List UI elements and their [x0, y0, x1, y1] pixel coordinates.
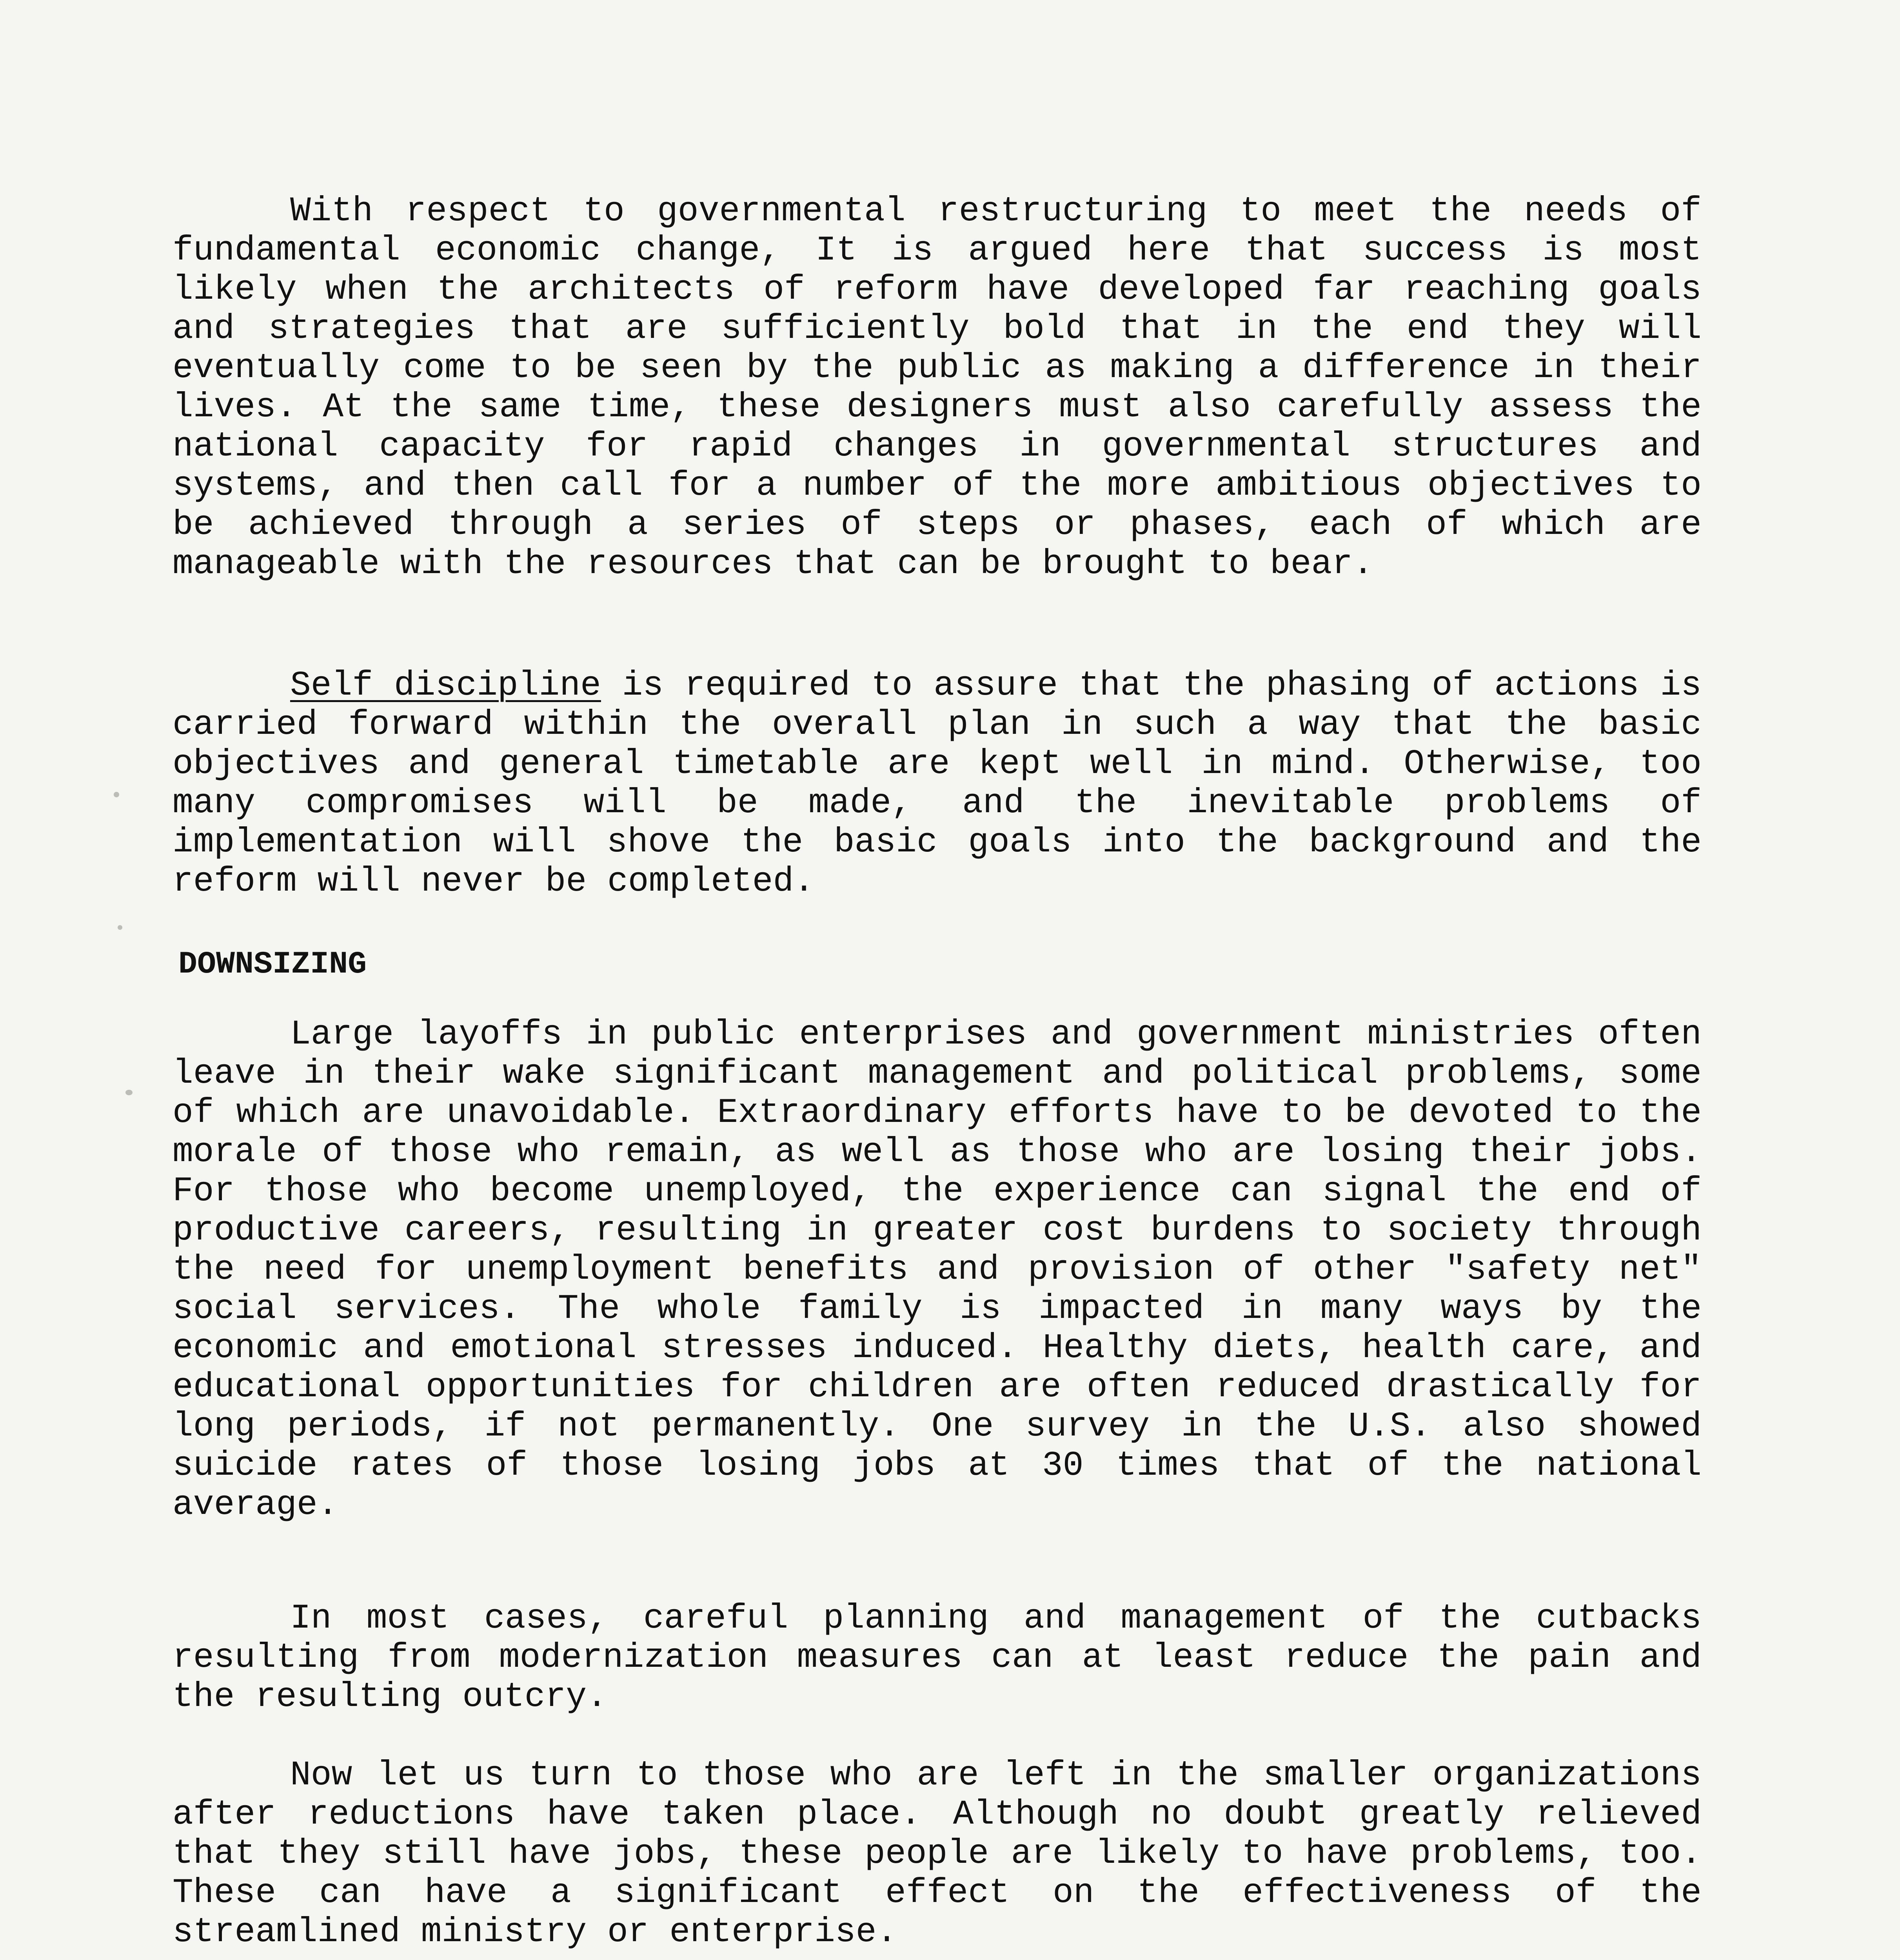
- section-remaining-staff: [173, 1756, 1702, 1952]
- section-self-discipline: [173, 666, 1702, 902]
- paper-speck: [118, 925, 122, 930]
- paper-speck: [125, 1090, 133, 1095]
- paragraph-restructuring: With respect to governmental restructuring to meet the needs of fundamental economic change, It is argued here that success is most likely when the architects of reform have developed far reaching goals and strategies that are sufficiently bold that in the end they will eventually come to be seen by the public as making a difference in their lives. At the same time, these designers must also carefully assess the national capacity for rapid changes in governmental structures and systems, and then call for a number of the more ambitious objectives to be achieved through a series of steps or phases, each of which are manageable with the resources that can be brought to bear.: [173, 192, 1702, 584]
- paragraph-layoffs: Large layoffs in public enterprises and government ministries often leave in their wake significant management and political problems, some of which are unavoidable. Extraordinary efforts have to be devoted to the morale of those who remain, as well as those who are losing their jobs. For those who become unemployed, the experience can signal the end of productive careers, resulting in greater cost burdens to society through the need for unemployment benefits and provision of other "safety net" social services. The whole family is impacted in many ways by the economic and emotional stresses induced. Healthy diets, health care, and educational opportunities for children are often reduced drastically for long periods, if not permanently. One survey in the U.S. also showed suicide rates of those losing jobs at 30 times that of the national average.: [173, 1015, 1702, 1524]
- section-planning: [173, 1599, 1702, 1717]
- paragraph-self-discipline-text: is required to assure that the phasing of actions is carried forward within the overall plan in such a way that the basic objectives and general timetable are kept well in mind. Otherwise, too many compromises will be made, and the inevitable problems of implementation will shove the basic goals into the background and the reform will never be completed.: [173, 666, 1702, 901]
- paragraph-remaining-staff: Now let us turn to those who are left in the smaller organizations after reductions have taken place. Although no doubt greatly relieved that they still have jobs, these people are likely to have problems, too. These can have a significant effect on the effectiveness of the streamlined ministry or enterprise.: [173, 1756, 1702, 1952]
- section-downsizing: [173, 1015, 1702, 1525]
- paragraph-planning: In most cases, careful planning and management of the cutbacks resulting from modernization measures can at least reduce the pain and the resulting outcry.: [173, 1599, 1702, 1717]
- emphasis-self-discipline: Self discipline: [290, 666, 601, 705]
- section-intro: [173, 192, 1702, 584]
- section-heading-downsizing: DOWNSIZING: [178, 947, 367, 982]
- paper-speck: [114, 792, 119, 797]
- paragraph-self-discipline: [173, 666, 1702, 902]
